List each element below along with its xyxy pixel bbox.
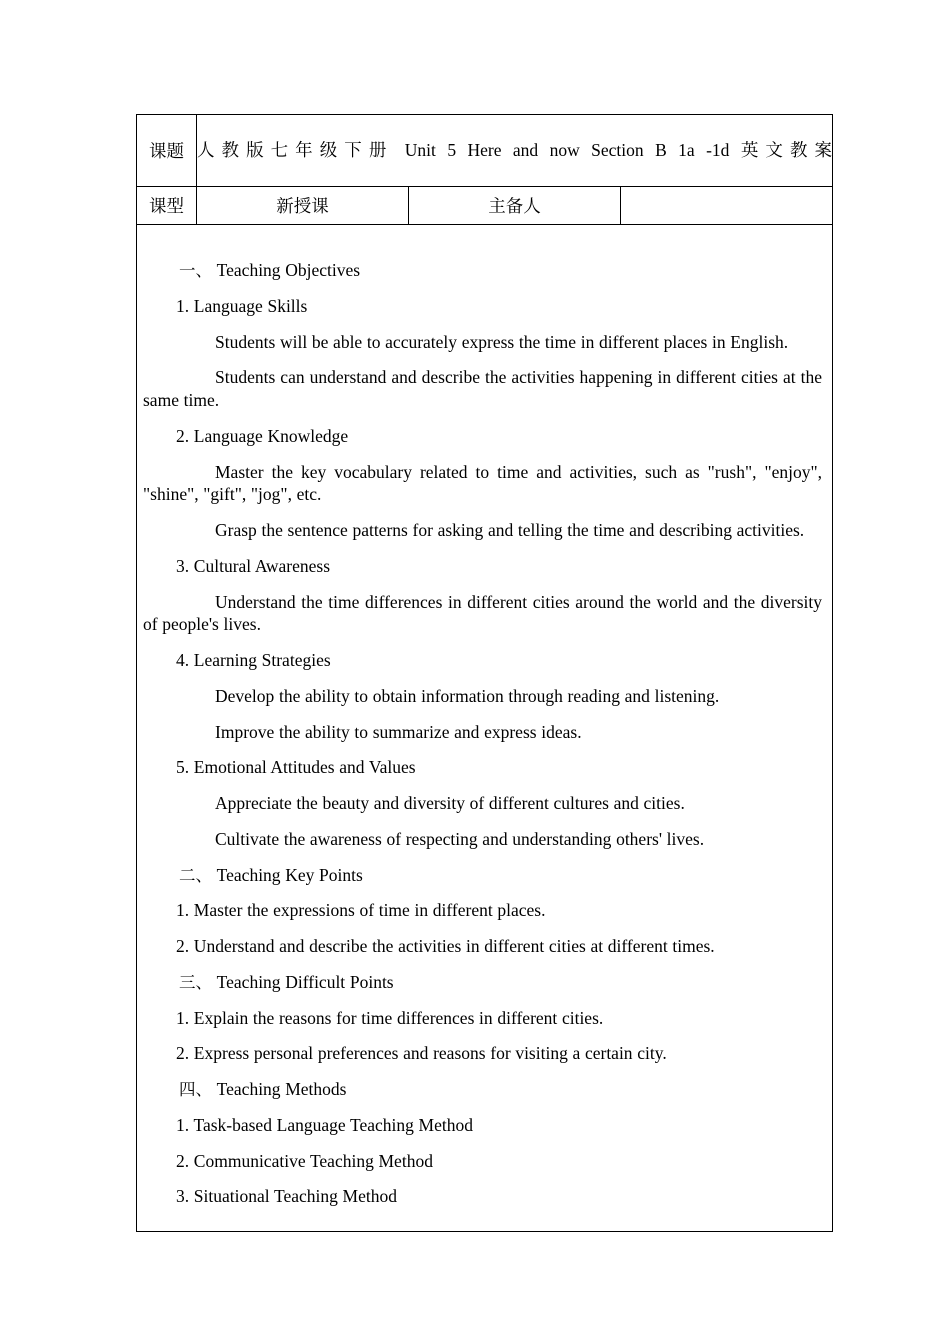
- section-heading: [143, 1078, 822, 1101]
- section-heading-label: Teaching Objectives: [212, 260, 361, 280]
- lesson-type-value-cell: 新授课: [197, 187, 409, 225]
- sub-paragraph: Grasp the sentence patterns for asking and telling the time and describing activities.: [215, 520, 805, 540]
- lesson-title-text: 人教版七年级下册 Unit 5 Here and now Section B 1a -1d 英文教案: [197, 140, 832, 161]
- numbered-item: 3. Cultural Awareness: [176, 555, 331, 576]
- numbered-item: 3. Situational Teaching Method: [176, 1186, 397, 1207]
- lesson-plan-header-table: [136, 114, 833, 1232]
- lesson-type-label-cell: 课型: [137, 187, 197, 225]
- numbered-item: 2. Express personal preferences and reasons for visiting a certain city.: [176, 1043, 667, 1064]
- numbered-item: 2. Communicative Teaching Method: [176, 1150, 433, 1171]
- numbered-item: 1. Task-based Language Teaching Method: [176, 1114, 473, 1135]
- section-marker: 二、: [179, 865, 212, 885]
- table-row-lesson-type: [137, 187, 833, 225]
- numbered-item: 2. Language Knowledge: [176, 425, 349, 446]
- lesson-body-content: [137, 225, 832, 1231]
- sub-paragraph: Students can understand and describe the activities happening in different cities at the same time.: [143, 367, 822, 410]
- numbered-item: 1. Master the expressions of time in different places.: [176, 900, 546, 921]
- lesson-body-cell: [137, 225, 833, 1232]
- section-marker: 三、: [179, 972, 212, 992]
- sub-paragraph: Appreciate the beauty and diversity of different cultures and cities.: [215, 793, 685, 813]
- preparer-value-cell: [621, 187, 833, 225]
- section-heading-label: Teaching Key Points: [212, 864, 363, 885]
- numbered-item: 2. Understand and describe the activities in different cities at different times.: [176, 936, 715, 956]
- numbered-item: 1. Language Skills: [176, 295, 308, 316]
- sub-paragraph: Cultivate the awareness of respecting and understanding others' lives.: [215, 828, 705, 849]
- table-row-body: [137, 225, 833, 1232]
- sub-paragraph: Improve the ability to summarize and express ideas.: [215, 721, 582, 742]
- section-heading: [143, 259, 822, 282]
- sub-paragraph: Understand the time differences in different cities around the world and the diversity of people's lives.: [143, 591, 822, 635]
- numbered-item: 4. Learning Strategies: [176, 650, 331, 670]
- sub-paragraph: Students will be able to accurately express the time in different places in English.: [215, 331, 789, 352]
- section-marker: 一、: [179, 261, 212, 280]
- sub-paragraph: Master the key vocabulary related to time and activities, such as "rush", "enjoy", "shine", "gift", "jog", etc.: [143, 461, 822, 505]
- preparer-label-cell: 主备人: [409, 187, 621, 225]
- table-row-title: [137, 115, 833, 187]
- subject-value-cell: [197, 115, 833, 187]
- numbered-item: 1. Explain the reasons for time differences in different cities.: [176, 1007, 604, 1028]
- sub-paragraph: Develop the ability to obtain information through reading and listening.: [215, 685, 720, 706]
- section-heading: [143, 864, 822, 887]
- section-heading-label: Teaching Difficult Points: [212, 971, 394, 992]
- numbered-item: 5. Emotional Attitudes and Values: [176, 757, 416, 778]
- section-heading-label: Teaching Methods: [212, 1079, 347, 1099]
- subject-label-cell: 课题: [137, 115, 197, 187]
- section-marker: 四、: [179, 1080, 212, 1099]
- section-heading: [143, 971, 822, 994]
